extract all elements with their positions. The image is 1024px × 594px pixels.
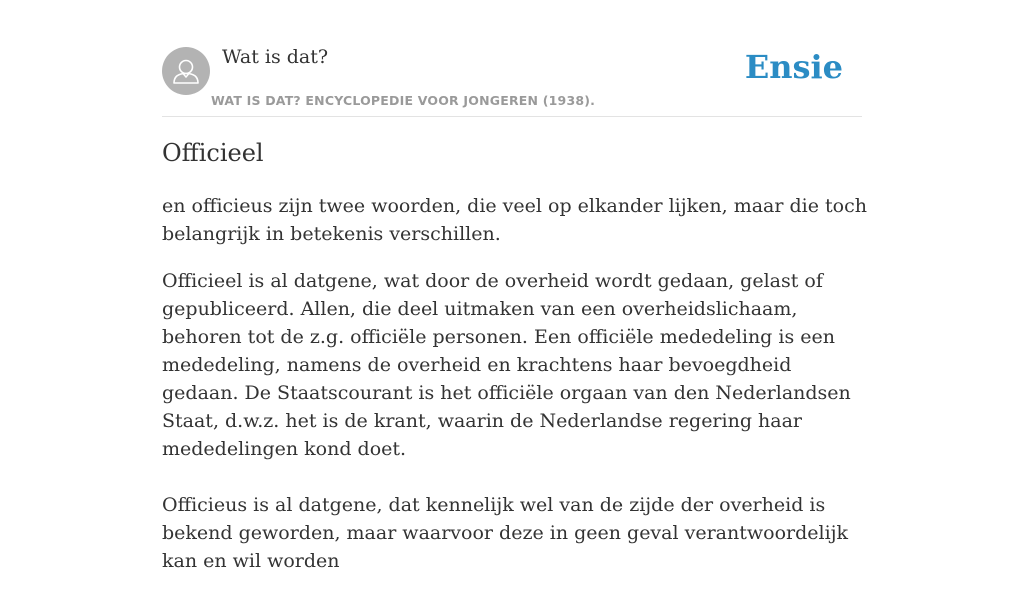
entry-paragraph: en officieus zijn twee woorden, die veel op elkander lijken, maar die toch belangrijk in betekenis verschillen. xyxy=(162,195,867,245)
entry-paragraph: Officieel is al datgene, wat door de overheid wordt gedaan, gelast of gepubliceerd. Allen, die deel uitmaken van een overheidslichaam, behoren tot de z.g. officiële personen. Een officiële mededeling is een mededeling, namens de overheid en krachtens haar bevoegdheid gedaan. De Staatscourant is het officiële orgaan van den Nederlandsen Staat, d.w.z. het is de krant, waarin de Nederlandse regering haar mededelingen kond doet. xyxy=(162,270,851,460)
entry-paragraph: Officieus is al datgene, dat kennelijk wel van de zijde der overheid is bekend geworden, maar waarvoor deze in geen geval verantwoordelijk kan en wil worden xyxy=(162,494,849,572)
source-title-link[interactable]: Wat is dat? xyxy=(222,46,329,68)
user-silhouette xyxy=(162,47,210,95)
entry-body xyxy=(162,192,872,594)
ensie-logo-link[interactable]: Ensie xyxy=(744,48,843,86)
entry-title: Officieel xyxy=(162,139,264,167)
page-container xyxy=(162,0,867,572)
source-header xyxy=(162,0,862,117)
source-subtitle: WAT IS DAT? ENCYCLOPEDIE VOOR JONGEREN (1938). xyxy=(211,93,596,108)
user-icon[interactable] xyxy=(162,47,210,95)
